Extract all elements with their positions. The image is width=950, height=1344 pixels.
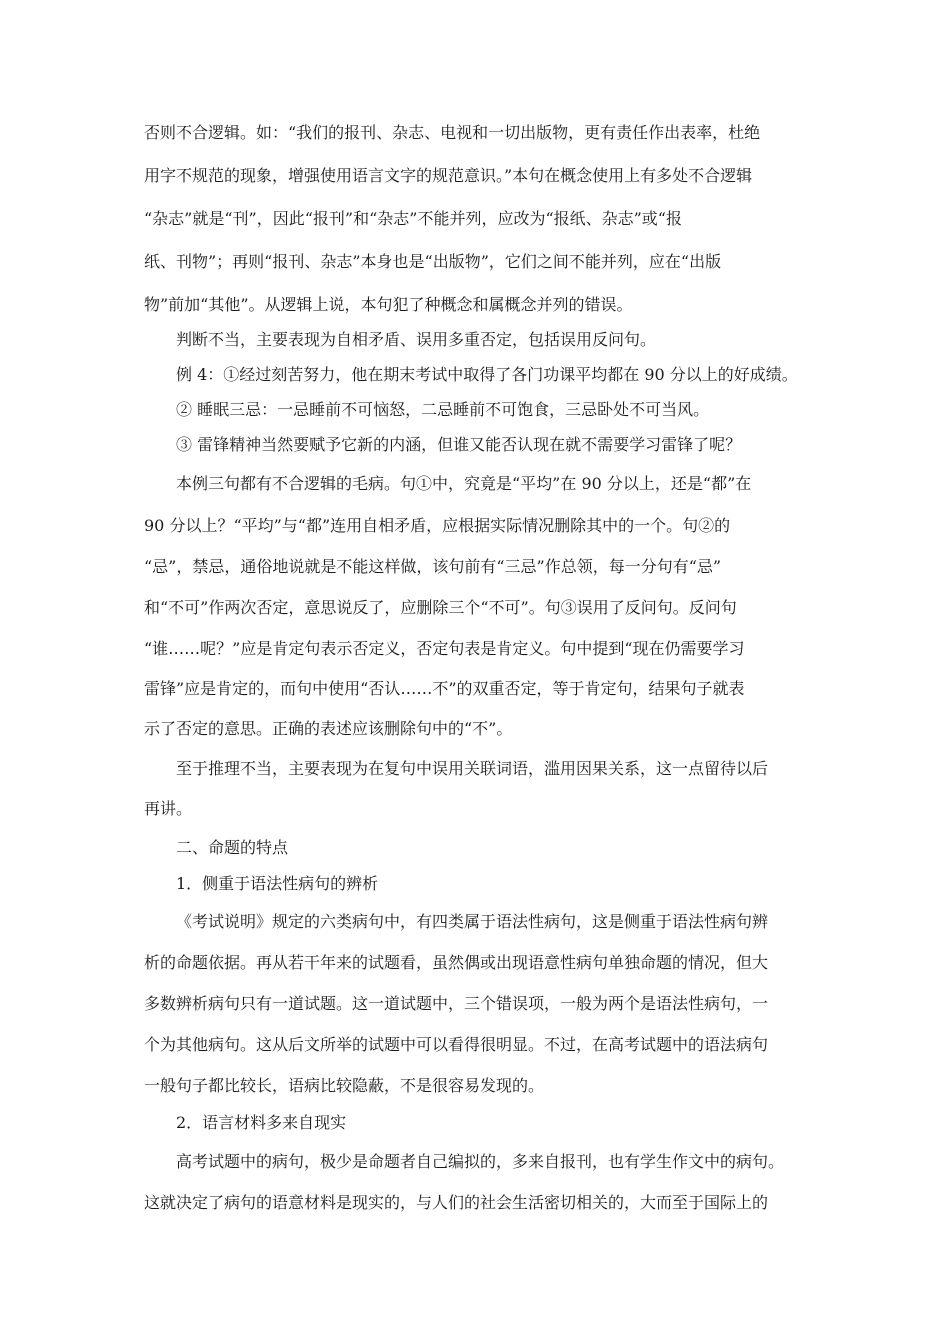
text-line: 雷锋”应是肯定的，而句中使用“否认……不”的双重否定，等于肯定句，结果句子就表 — [144, 679, 745, 698]
text-line: “谁……呢？”应是肯定句表示否定义，否定句表是肯定义。句中提到“现在仍需要学习 — [144, 639, 745, 658]
text-line: 纸、刊物”；再则“报刊、杂志”本身也是“出版物”，它们之间不能并列，应在“出版 — [144, 252, 722, 271]
text-line: 《考试说明》规定的六类病句中，有四类属于语法性病句，这是侧重于语法性病句辨 — [176, 912, 769, 931]
text-line: ③ 雷锋精神当然要赋予它新的内涵，但谁又能否认现在就不需要学习雷锋了呢？ — [176, 435, 742, 454]
text-line: 判断不当，主要表现为自相矛盾、误用多重否定，包括误用反问句。 — [176, 330, 657, 349]
subsection-heading: 1．侧重于语法性病句的辨析 — [176, 874, 379, 893]
text-line: 90 分以上？“平均”与“都”连用自相矛盾，应根据实际情况删除其中的一个。句②的 — [144, 516, 731, 535]
subsection-heading: 2．语言材料多来自现实 — [176, 1113, 347, 1132]
text-line: 本例三句都有不合逻辑的毛病。句①中，究竟是“平均”在 90 分以上，还是“都”在 — [176, 474, 752, 493]
text-line: 示了否定的意思。正确的表述应该删除句中的“不”。 — [144, 719, 513, 738]
text-line: 用字不规范的现象，增强使用语言文字的规范意识。”本句在概念使用上有多处不合逻辑 — [144, 166, 753, 185]
text-line: 析的命题依据。再从若干年来的试题看，虽然偶或出现语意性病句单独命题的情况，但大 — [144, 953, 769, 972]
text-line: 至于推理不当，主要表现为在复句中误用关联词语，滥用因果关系，这一点留待以后 — [176, 759, 769, 778]
text-line: 例 4：①经过刻苦努力，他在期末考试中取得了各门功课平均都在 90 分以上的好成绩。 — [176, 365, 798, 384]
text-line: 和“不可”作两次否定，意思说反了，应删除三个“不可”。句③误用了反问句。反问句 — [144, 598, 737, 617]
section-heading: 二、命题的特点 — [176, 838, 289, 857]
text-line: 否则不合逻辑。如：“我们的报刊、杂志、电视和一切出版物，更有责任作出表率，杜绝 — [144, 123, 761, 142]
text-line: 这就决定了病句的语意材料是现实的，与人们的社会生活密切相关的，大而至于国际上的 — [144, 1193, 769, 1212]
text-line: 高考试题中的病句，极少是命题者自己编拟的，多来自报刊，也有学生作文中的病句。 — [176, 1152, 785, 1171]
text-line: 再讲。 — [144, 799, 193, 818]
text-line: 一般句子都比较长，语病比较隐蔽，不是很容易发现的。 — [144, 1076, 545, 1095]
text-line: “杂志”就是“刊”，因此“报刊”和“杂志”不能并列，应改为“报纸、杂志”或“报 — [144, 209, 682, 228]
text-line: 多数辨析病句只有一道试题。这一道试题中，三个错误项，一般为两个是语法性病句，一 — [144, 994, 769, 1013]
text-line: “忌”，禁忌，通俗地说就是不能这样做，该句前有“三忌”作总领，每一分句有“忌” — [144, 557, 722, 576]
text-line: 物”前加“其他”。从逻辑上说，本句犯了种概念和属概念并列的错误。 — [144, 295, 633, 314]
text-line: 个为其他病句。这从后文所举的试题中可以看得很明显。不过，在高考试题中的语法病句 — [144, 1035, 769, 1054]
text-line: ② 睡眠三忌：一忌睡前不可恼怒，二忌睡前不可饱食，三忌卧处不可当风。 — [176, 400, 710, 419]
